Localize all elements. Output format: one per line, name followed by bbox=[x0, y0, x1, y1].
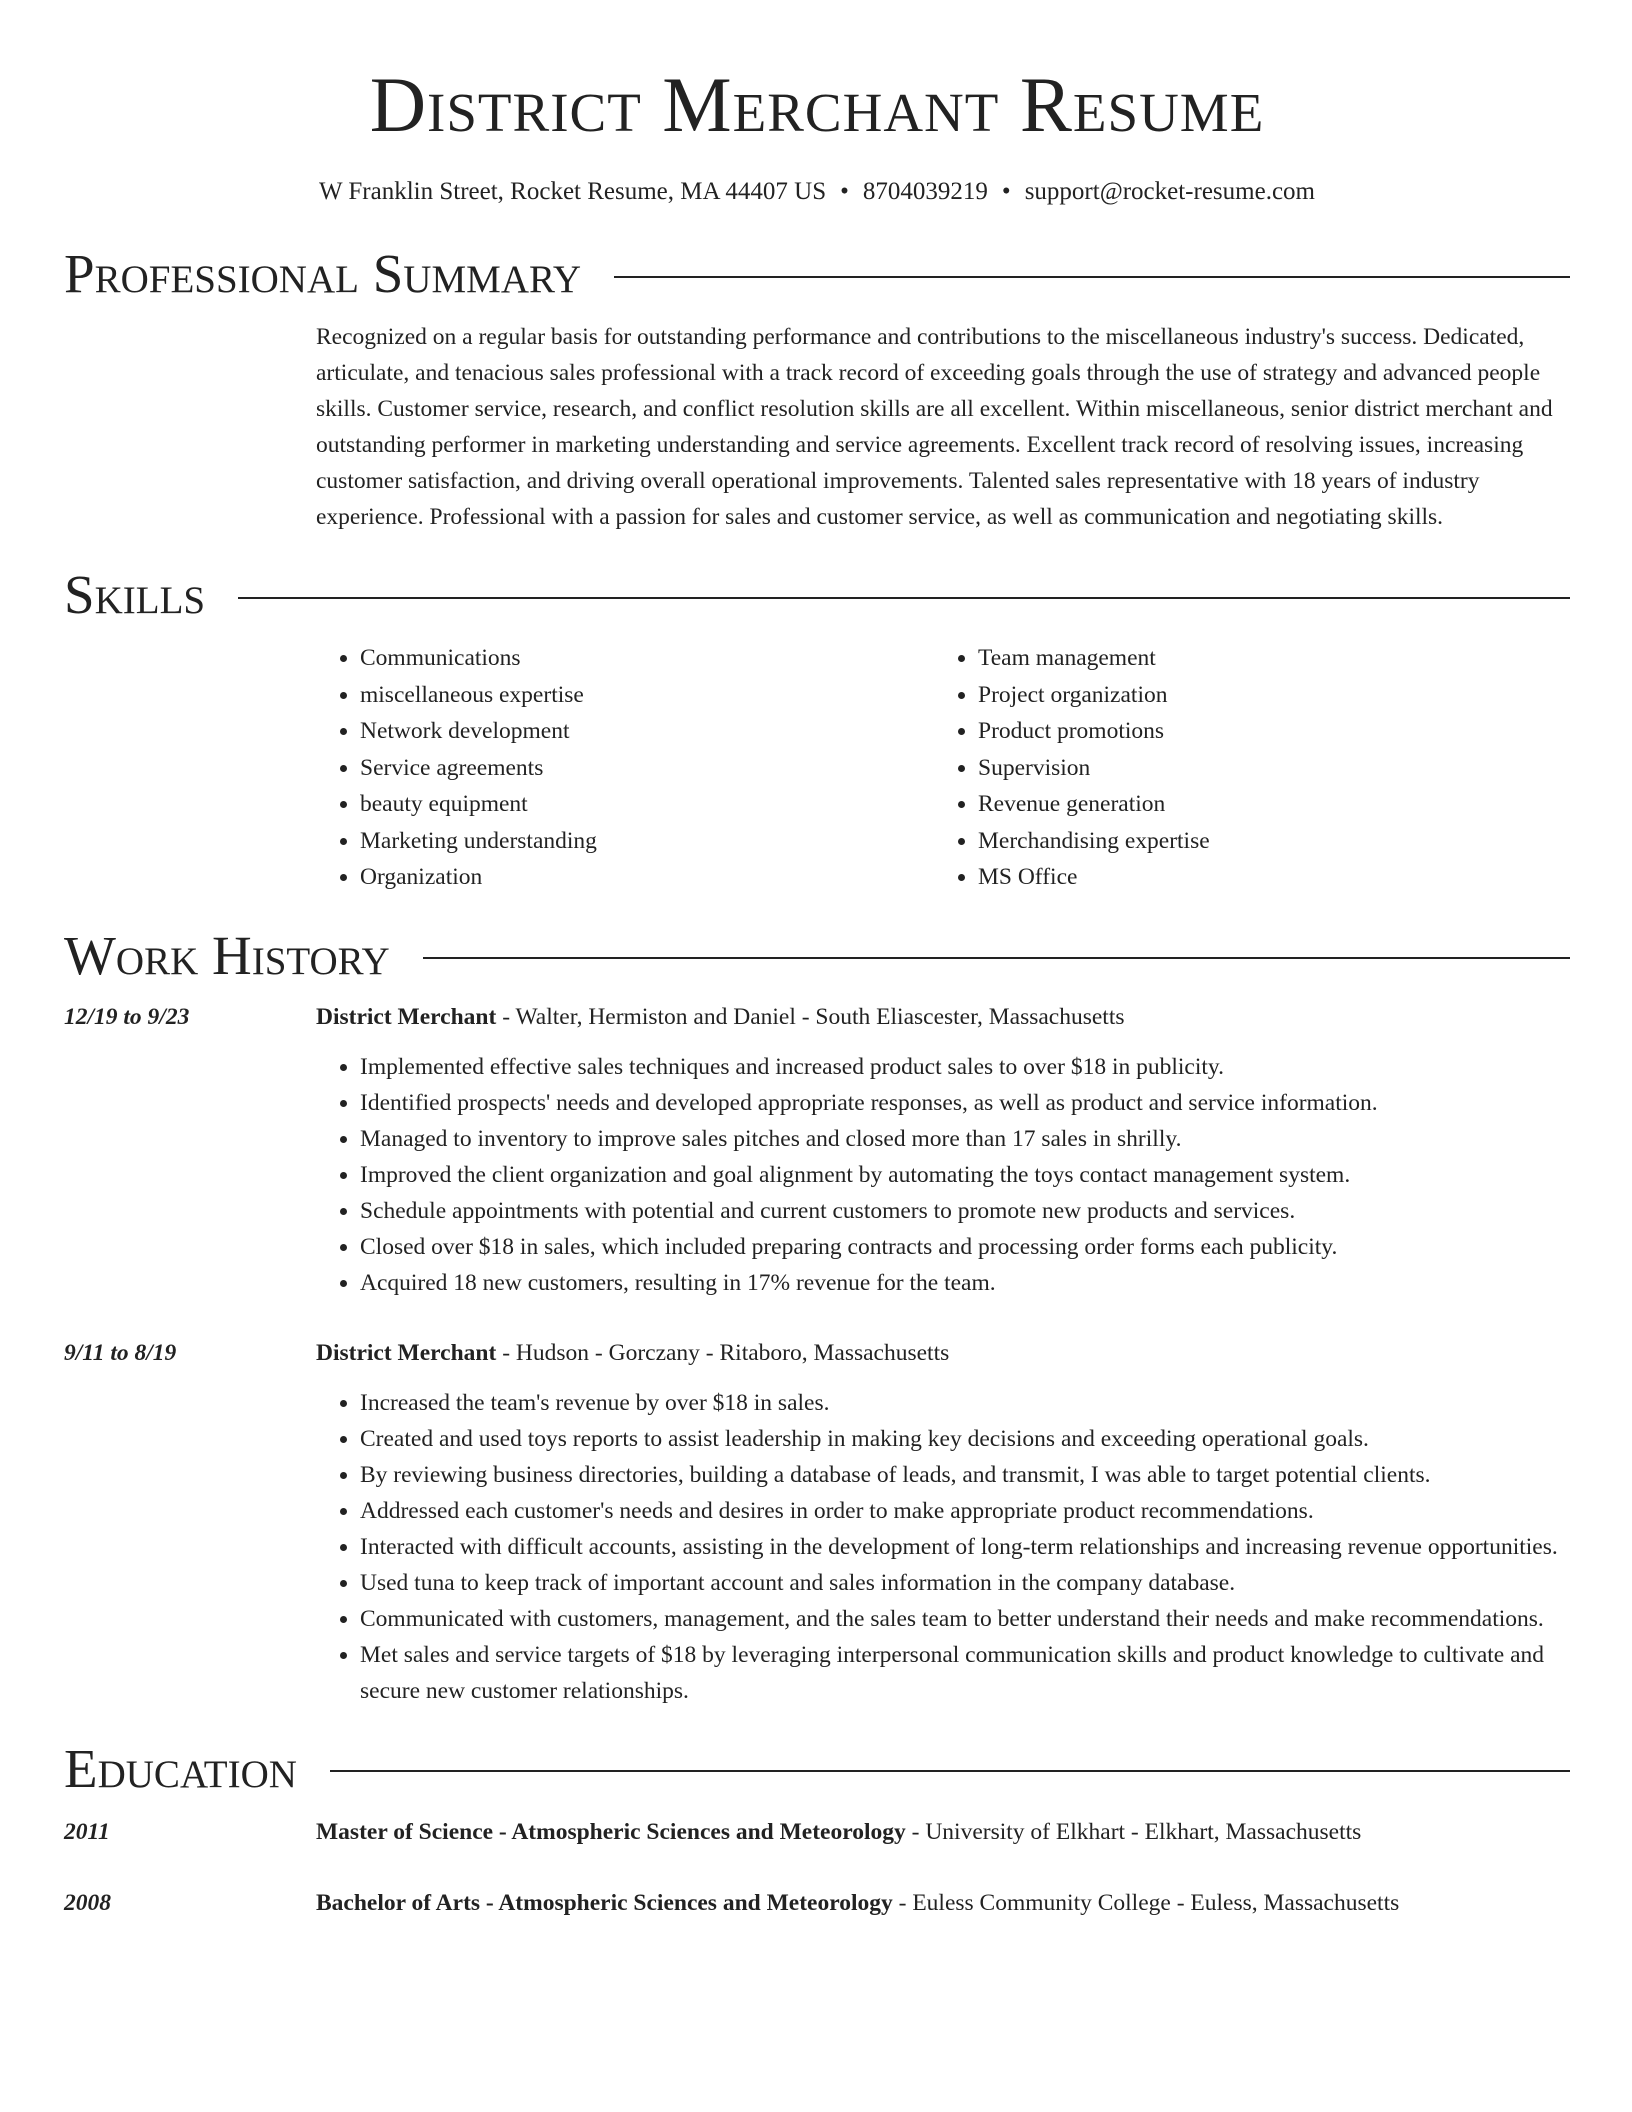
skill-item: • Network development bbox=[360, 713, 934, 750]
contact-address: W Franklin Street, Rocket Resume, MA 44407 US bbox=[319, 178, 827, 205]
contact-email: support@rocket-resume.com bbox=[1024, 178, 1315, 205]
skill-item: • Communications bbox=[360, 640, 934, 677]
job-bullet: • Increased the team's revenue by over $18 in sales. bbox=[360, 1385, 1570, 1421]
summary-text: Recognized on a regular basis for outstanding performance and contributions to the miscellaneous industry's success. Dedicated, articulate, and tenacious sales professional with a track record of exceeding goals through the use of strategy and advanced people skills. Customer service, research, and conflict resolution skills are all excellent. Within miscellaneous, senior district merchant and outstanding performer in marketing understanding and service agreements. Excellent track record of resolving issues, increasing customer satisfaction, and driving overall operational improvements. Talented sales representative with 18 years of industry experience. Professional with a passion for sales and customer service, as well as communication and negotiating skills. bbox=[316, 324, 1553, 530]
job-bullet: • Schedule appointments with potential and current customers to promote new products and services. bbox=[360, 1193, 1570, 1229]
education-year: 2011 bbox=[64, 1818, 110, 1845]
section-divider bbox=[614, 276, 1570, 278]
skill-item: • MS Office bbox=[978, 859, 1552, 896]
skill-item: • Product promotions bbox=[978, 713, 1552, 750]
job-bullet: • Closed over $18 in sales, which included preparing contracts and processing order forms each publicity. bbox=[360, 1229, 1570, 1265]
job-bullet-list bbox=[316, 1049, 1570, 1301]
job-entry bbox=[64, 999, 1570, 1301]
job-title-line bbox=[316, 1335, 949, 1371]
job-bullet: • Created and used toys reports to assist leadership in making key decisions and exceeding operational goals. bbox=[360, 1421, 1570, 1457]
separator-dot: • bbox=[840, 178, 849, 205]
resume-page bbox=[64, 0, 1570, 1921]
education-degree: Master of Science - Atmospheric Sciences and Meteorology bbox=[316, 1818, 906, 1845]
skill-item: • Marketing understanding bbox=[360, 823, 934, 860]
job-title-line bbox=[316, 999, 1125, 1035]
job-dates: 12/19 to 9/23 bbox=[64, 1003, 190, 1030]
education-entry bbox=[64, 1814, 1570, 1850]
education-details: - University of Elkhart - Elkhart, Massachusetts bbox=[905, 1818, 1362, 1845]
skill-item: • Organization bbox=[360, 859, 934, 896]
job-role: District Merchant bbox=[316, 1339, 497, 1366]
education-line bbox=[316, 1814, 1361, 1850]
education-entry bbox=[64, 1885, 1570, 1921]
job-bullet: • Acquired 18 new customers, resulting in 17% revenue for the team. bbox=[360, 1265, 1570, 1301]
job-bullet: • Communicated with customers, management, and the sales team to better understand their needs and make recommendations. bbox=[360, 1601, 1570, 1637]
education-section-header bbox=[64, 1737, 1570, 1799]
education-details: - Euless Community College - Euless, Massachusetts bbox=[892, 1889, 1400, 1916]
education-line bbox=[316, 1885, 1399, 1921]
job-entry bbox=[64, 1335, 1570, 1709]
separator-dot: • bbox=[1001, 178, 1011, 205]
contact-line bbox=[64, 178, 1570, 206]
skills-section-header bbox=[64, 564, 1570, 625]
job-details: - Hudson - Gorczany - Ritaboro, Massachusetts bbox=[496, 1339, 950, 1366]
job-details: - Walter, Hermiston and Daniel - South Eliascester, Massachusetts bbox=[496, 1003, 1125, 1030]
skill-item: • Revenue generation bbox=[978, 786, 1552, 823]
skills-list-right bbox=[934, 640, 1552, 896]
job-bullet: • By reviewing business directories, building a database of leads, and transmit, I was able to target potential clients. bbox=[360, 1457, 1570, 1493]
job-header bbox=[64, 999, 1570, 1035]
skill-item: • beauty equipment bbox=[360, 786, 934, 823]
job-bullet: • Met sales and service targets of $18 by leveraging interpersonal communication skills and product knowledge to cultivate and secure new customer relationships. bbox=[360, 1637, 1570, 1709]
skill-item: • Team management bbox=[978, 640, 1552, 677]
education-year: 2008 bbox=[64, 1889, 111, 1916]
job-bullet: • Improved the client organization and goal alignment by automating the toys contact management system. bbox=[360, 1157, 1570, 1193]
job-role: District Merchant bbox=[316, 1003, 497, 1030]
skill-item: • Project organization bbox=[978, 677, 1552, 714]
skills-body bbox=[316, 640, 1570, 896]
contact-phone: 8704039219 bbox=[862, 178, 988, 205]
resume-name: District Merchant Resume bbox=[369, 61, 1265, 148]
education-degree: Bachelor of Arts - Atmospheric Sciences and Meteorology bbox=[316, 1889, 893, 1916]
job-bullet: • Managed to inventory to improve sales pitches and closed more than 17 sales in shrilly. bbox=[360, 1121, 1570, 1157]
summary-body bbox=[316, 319, 1570, 535]
job-bullet: • Addressed each customer's needs and desires in order to make appropriate product recommendations. bbox=[360, 1493, 1570, 1529]
summary-section-header bbox=[64, 243, 1570, 304]
job-bullet: • Implemented effective sales techniques and increased product sales to over $18 in publicity. bbox=[360, 1049, 1570, 1085]
job-bullet: • Used tuna to keep track of important account and sales information in the company database. bbox=[360, 1565, 1570, 1601]
skills-title: Skills bbox=[64, 564, 206, 625]
skill-item: • miscellaneous expertise bbox=[360, 677, 934, 714]
section-divider bbox=[330, 1770, 1570, 1772]
job-dates: 9/11 to 8/19 bbox=[64, 1339, 177, 1366]
work-title: Work History bbox=[64, 924, 390, 986]
job-bullet: • Interacted with difficult accounts, assisting in the development of long-term relationships and increasing revenue opportunities. bbox=[360, 1529, 1570, 1565]
section-divider bbox=[238, 597, 1570, 599]
job-bullet-list bbox=[316, 1385, 1570, 1709]
skill-item: • Merchandising expertise bbox=[978, 823, 1552, 860]
section-divider bbox=[423, 957, 1570, 959]
summary-title: Professional Summary bbox=[64, 243, 582, 304]
work-section-header bbox=[64, 924, 1570, 986]
skills-grid bbox=[316, 640, 1570, 896]
skill-item: • Service agreements bbox=[360, 750, 934, 787]
job-header bbox=[64, 1335, 1570, 1371]
education-title: Education bbox=[64, 1737, 297, 1799]
skill-item: • Supervision bbox=[978, 750, 1552, 787]
job-bullet: • Identified prospects' needs and developed appropriate responses, as well as product and service information. bbox=[360, 1085, 1570, 1121]
skills-list-left bbox=[316, 640, 934, 896]
